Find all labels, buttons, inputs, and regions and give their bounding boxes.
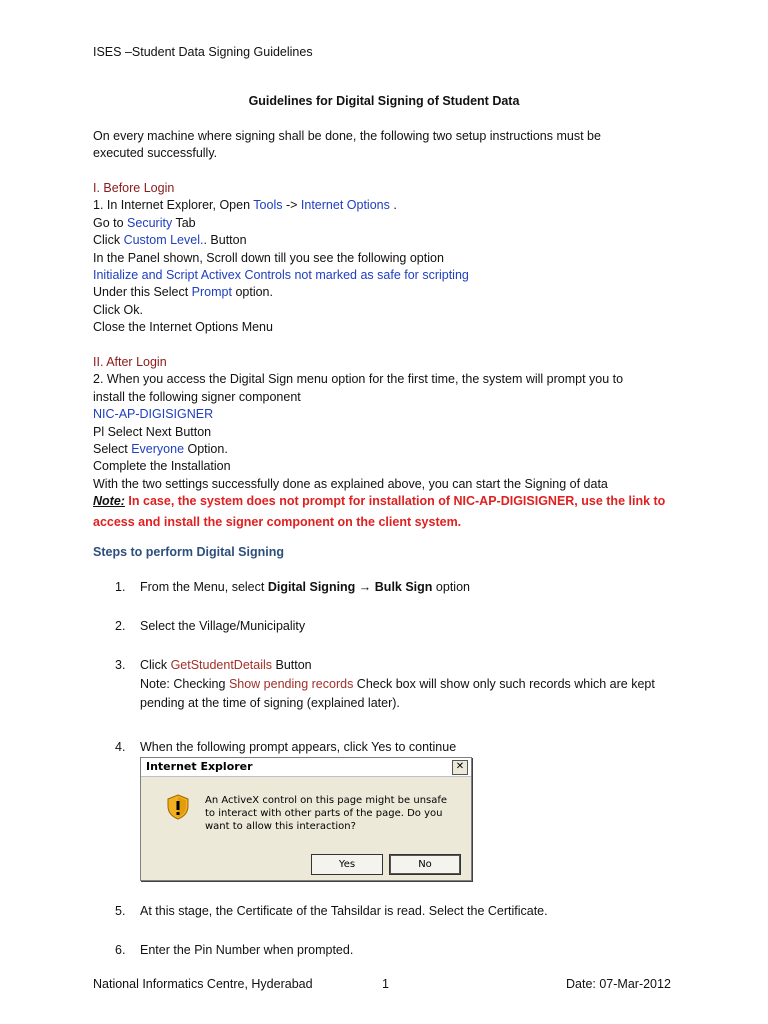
instruction-line: Go to Security Tab [93,215,196,230]
page-header: ISES –Student Data Signing Guidelines [93,45,313,59]
intro-paragraph: On every machine where signing shall be done, the following two setup instructions must be executed successfully. [93,129,601,161]
dialog-title-bar [141,758,471,777]
dialog-title: Internet Explorer [146,760,253,773]
yes-button[interactable]: Yes [311,854,383,875]
dialog-message: An ActiveX control on this page might be unsafe to interact with other parts of the page. Do you want to allow this interaction? [205,795,448,832]
footer-organization: National Informatics Centre, Hyderabad [93,977,313,991]
page-number: 1 [382,977,389,991]
activex-option-text: Initialize and Script Activex Controls not marked as safe for scripting [93,268,469,283]
document-page: ISES –Student Data Signing Guidelines Guidelines for Digital Signing of Student Data On every machine where signing shall be done, the following two setup instructions must be executed successfully. I. Before Login 1. In Internet Explorer, Open Tools -> Internet Options . Go to Security Tab Click Custom Level.. Button In the Panel shown, Scroll down till you see the following option Initialize and Script Activex Controls not marked as safe for scripting Under this Select Prompt option. Click Ok. Close the Internet Options Menu II. After Login 2. When you access the Digital Sign menu option for the first time, the system will prompt you to install the following signer component NIC-AP-DIGISIGNER Pl Select Next Button Select Everyone Option. Complete the Installation With the two settings successfully done as explained above, you can start the Signing of data Note: In case, the system does not prompt for installation of NIC-AP-DIGISIGNER, use the link to access and install the signer component on the client system. Steps to perform Digital Signing 1. From the Menu, select Digital Signing → Bulk Sign option 2. Select the Village/Municipality 3. Click GetStudentDetails Button Note: Checking Show pending records Check box will show only such records which are kept pending at the time of signing (explained later). 4. When the following prompt appears, click Yes to continue Internet Explorer ✕ An ActiveX control on this page might be unsafe to interact with other parts of the page. Do you want to allow this interaction? Yes No 5. At this stage, the Certificate of the Tahsildar is read. Select the Certificate. 6. Enter the Pin Number when prompted. National Informatics Centre, Hyderabad 1 Date: 07-Mar-2012 [0,0,768,1024]
after-login-heading: II. After Login [93,355,167,369]
instruction-line: Under this Select Prompt option. [93,285,273,300]
arrow-right-icon: → [355,580,375,594]
signer-component-name: NIC-AP-DIGISIGNER [93,407,214,422]
note-line: Note: In case, the system does not prompt for installation of NIC-AP-DIGISIGNER, use the link to [93,494,666,509]
step-3: 3. Click GetStudentDetails Button Note: Checking Show pending records Check box will show only such records which are kept pending at the time of signing (explained later). [115,658,655,710]
warning-shield-icon [165,794,191,820]
instruction-line: Close the Internet Options Menu [93,320,273,335]
document-title: Guidelines for Digital Signing of Student Data [248,94,520,108]
instruction-line: Click Ok. [93,302,143,317]
instruction-line: 1. In Internet Explorer, Open Tools -> Internet Options . [93,198,397,213]
close-icon[interactable]: ✕ [452,760,468,775]
footer-date: Date: 07-Mar-2012 [566,977,671,991]
before-login-heading: I. Before Login [93,181,175,195]
note-label: Note: [93,494,125,509]
steps-heading: Steps to perform Digital Signing [93,545,284,559]
no-button[interactable]: No [389,854,461,875]
instruction-line: In the Panel shown, Scroll down till you see the following option [93,250,444,265]
instruction-line: Click Custom Level.. Button [93,233,247,248]
ie-security-dialog [140,757,472,881]
before-login-section [93,180,693,337]
after-login-section: II. After Login 2. When you access the Digital Sign menu option for the first time, the system will prompt you to install the following signer component NIC-AP-DIGISIGNER Pl Select Next Button Select Everyone Option. Complete the Installation With the two settings successfully done as explained above, you can start the Signing of data Note: In case, the system does not prompt for installation of NIC-AP-DIGISIGNER, use the link to access and install the signer component on the client system. [93,354,713,531]
